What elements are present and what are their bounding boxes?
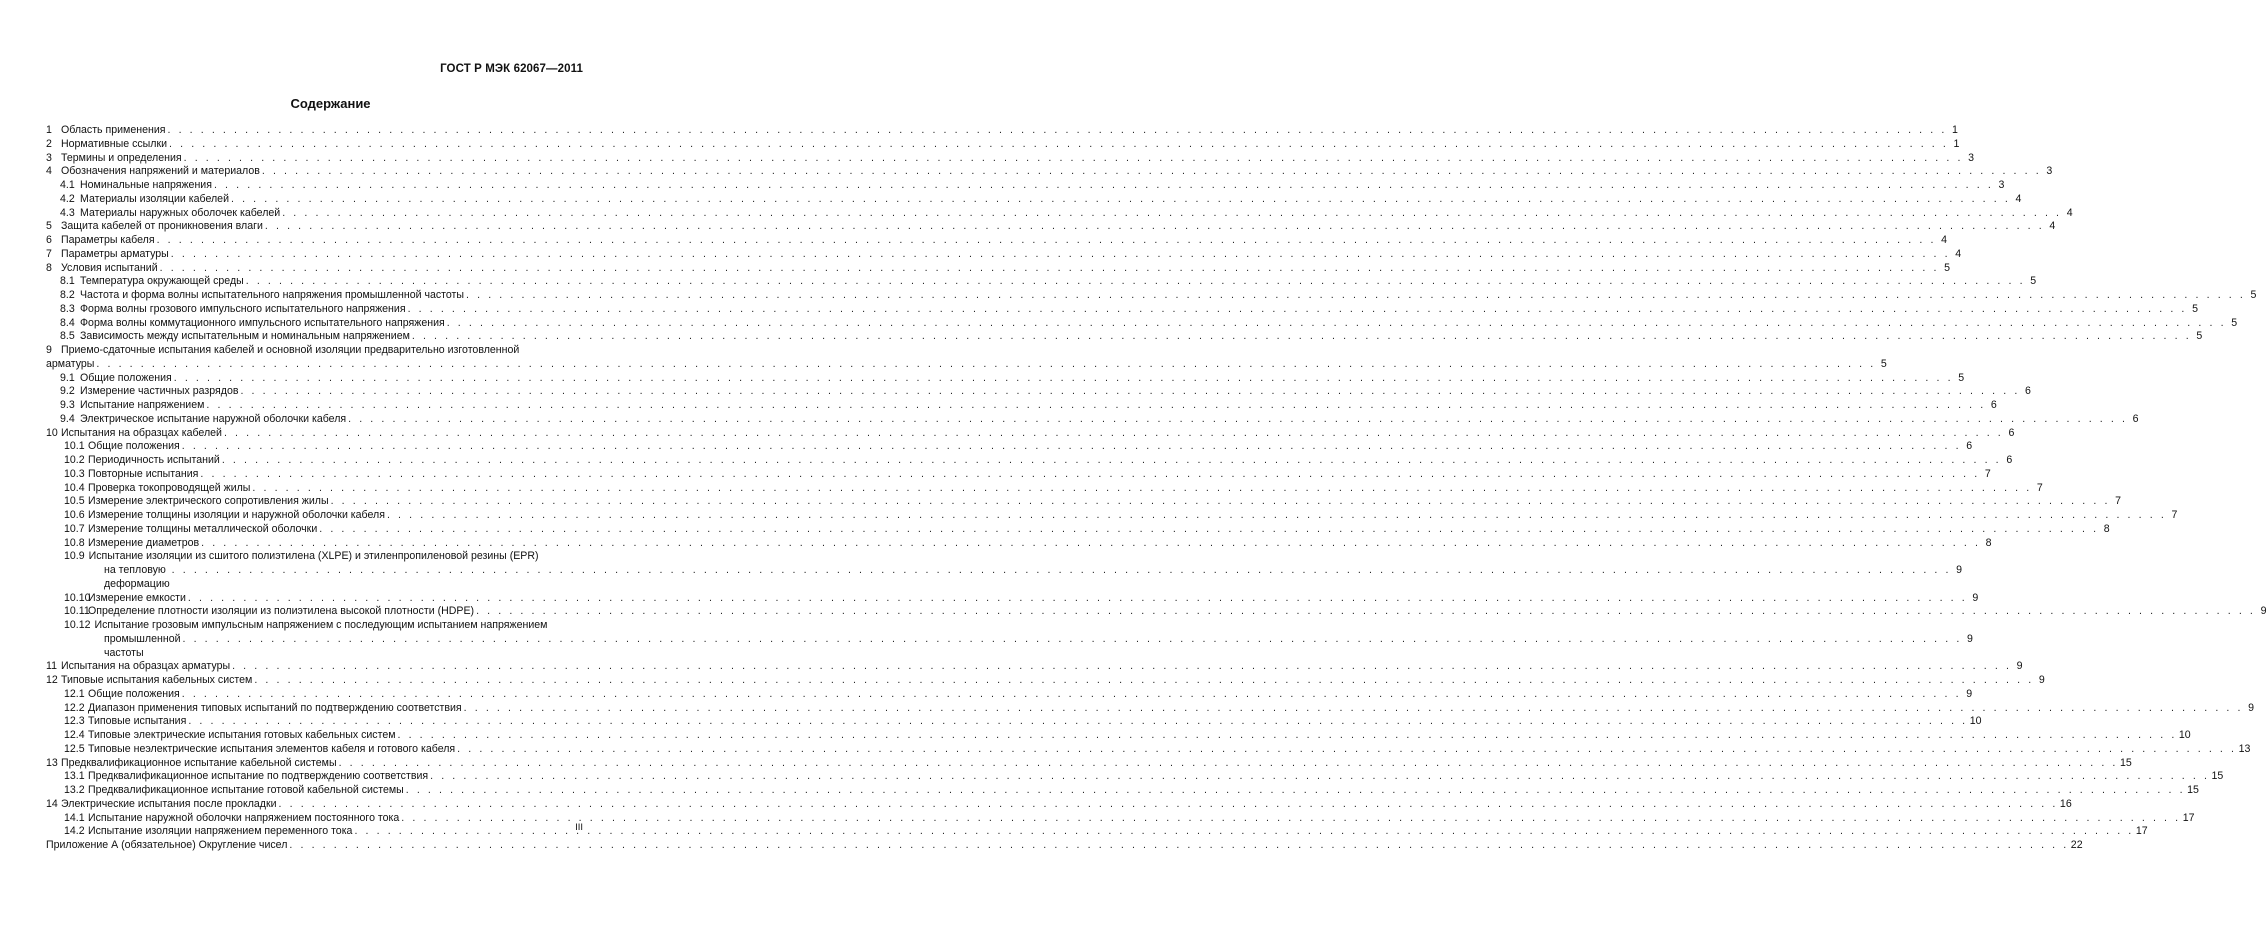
dot-leader (231, 193, 2010, 207)
toc-entry-number: 9.1 (60, 371, 75, 384)
dot-leader (240, 385, 2019, 399)
dot-leader (401, 812, 2180, 826)
toc-entry-number: 6 (46, 234, 52, 246)
toc-entry-number: 4.3 (60, 206, 75, 219)
toc-entry-text: Диапазон применения типовых испытаний по подтверждению соответствия (88, 701, 462, 714)
dot-leader (466, 289, 2245, 303)
toc-entry-number: 12.3 (64, 715, 85, 728)
dot-leader (183, 633, 1962, 647)
toc-entry-text: Зависимость между испытательным и номинальным напряжением (80, 330, 410, 343)
dot-leader (172, 564, 1951, 578)
toc-entry-page: 9 (1967, 632, 1973, 645)
toc-entry-line (46, 344, 583, 358)
toc-entry-page: 9 (2038, 674, 2045, 686)
toc-entry-text: Параметры кабеля (61, 234, 155, 246)
toc-entry-text: Испытание грозовым импульсным напряжением с последующим испытанием напряжением (94, 619, 548, 631)
toc-entry[interactable] (46, 687, 1973, 702)
toc-entry[interactable] (46, 137, 1960, 152)
toc-entry-number: 14.2 (64, 825, 85, 838)
toc-entry-text: Температура окружающей среды (80, 275, 244, 288)
toc-entry-number: 11 (46, 660, 57, 673)
toc-entry-page: 3 (1968, 151, 1975, 164)
dot-leader (200, 468, 1979, 482)
dot-leader (206, 399, 1985, 413)
toc-entry[interactable] (46, 206, 2073, 221)
toc-entry-text: Нормативные ссылки (61, 137, 168, 150)
toc-entry-page: 6 (1966, 440, 1973, 453)
toc-entry-number: 10.11 (64, 605, 90, 618)
toc-entry-page: 6 (2008, 426, 2015, 439)
toc-entry-page: 7 (2036, 481, 2043, 494)
toc-entry-number: 8.1 (60, 275, 75, 288)
toc-entry-text: Испытание напряжением (80, 399, 205, 411)
toc-entry-text-continued: на тепловую деформацию (104, 564, 170, 590)
toc-entry-page: 5 (1944, 261, 1951, 274)
toc-entry-number: 9.3 (60, 399, 75, 411)
toc-entry-text: Измерение толщины изоляции и наружной оболочки кабеля (88, 509, 385, 521)
toc-entry-line (64, 550, 583, 564)
toc-entry-text: Общие положения (80, 371, 172, 384)
toc-entry-text: Периодичность испытаний (88, 454, 220, 466)
toc-entry-text: Испытание наружной оболочки напряжением постоянного тока (88, 811, 400, 824)
toc-entry-number: 10.8 (64, 536, 85, 549)
toc-entry-number: 1 (46, 124, 52, 136)
toc-entry-text: Условия испытаний (61, 261, 158, 274)
dot-leader (430, 770, 2209, 784)
toc-entry-text: Испытание изоляции из сшитого полиэтилена (XLPE) и этиленпропиленовой резины (EPR) (88, 550, 539, 563)
toc-entry-text-continued: арматуры (46, 357, 95, 370)
toc-entry[interactable] (46, 811, 2195, 826)
toc-entry-number: 10.1 (64, 440, 85, 453)
toc-entry-text: Форма волны грозового импульсного испытательного напряжения (80, 302, 406, 315)
toc-entry-page: 1 (1951, 124, 1958, 136)
toc-entry-page: 6 (2024, 385, 2031, 398)
dot-leader (412, 330, 2191, 344)
toc-entry-line (46, 357, 1887, 372)
toc-entry-number: 10.9 (64, 550, 85, 563)
dot-leader (174, 372, 1953, 386)
toc-entry-text: Параметры арматуры (61, 247, 169, 260)
dot-leader (167, 124, 1946, 138)
toc-entry-text: Испытания на образцах кабелей (61, 426, 222, 439)
toc-entry-text: Приложение А (обязательное) Округление чисел (46, 839, 288, 851)
dot-leader (354, 825, 2133, 839)
dot-leader (447, 317, 2226, 331)
toc-entry[interactable] (46, 426, 2015, 441)
toc-entry-number: 8.5 (60, 330, 75, 343)
toc-entry-text: Измерение частичных разрядов (80, 385, 239, 398)
toc-entry-number: 10.6 (64, 509, 85, 521)
toc-entry[interactable] (46, 330, 2203, 344)
dot-leader (457, 743, 2236, 757)
toc-entry-text: Измерение диаметров (88, 536, 200, 549)
toc-entry-number: 14 (46, 797, 58, 810)
toc-entry[interactable] (46, 454, 2013, 468)
toc-entry-page: 5 (2192, 302, 2198, 315)
toc-entry-page: 4 (2015, 192, 2022, 205)
toc-entry[interactable] (46, 192, 2022, 207)
toc-entry-text: Общие положения (88, 440, 180, 453)
toc-entry[interactable] (46, 797, 2072, 812)
toc-entry[interactable] (46, 509, 2178, 523)
dot-leader (222, 454, 2001, 468)
toc-entry-number: 12.1 (64, 687, 85, 700)
dot-leader (188, 715, 1967, 729)
toc-entry[interactable] (46, 742, 2251, 757)
toc-entry-page: 8 (2103, 522, 2110, 535)
toc-entry[interactable] (46, 275, 2037, 289)
toc-entry-text: Предквалификационное испытание по подтверждению соответствия (88, 770, 429, 783)
toc-entry-number: 10 (46, 426, 58, 439)
toc-entry-number: 10.3 (64, 467, 85, 480)
toc-entry-number: 8 (46, 261, 52, 274)
toc-entry-text: Термины и определения (61, 151, 182, 164)
toc-entry-page: 1 (1953, 137, 1960, 150)
toc-entry-text-continued: промышленной частоты (104, 632, 181, 659)
toc-entry-number: 10.4 (64, 481, 85, 494)
page-number: III (575, 822, 583, 833)
toc-entry-line (64, 632, 1973, 661)
dot-leader (182, 440, 1961, 454)
toc-entry[interactable] (46, 344, 1887, 372)
toc-entry[interactable] (46, 316, 2238, 331)
toc-entry-number: 8.3 (60, 302, 75, 315)
toc-entry-page: 5 (1958, 371, 1965, 384)
toc-entry[interactable] (46, 784, 2199, 798)
toc-entry-number: 9.2 (60, 385, 75, 398)
toc-entry-number: 10.10 (64, 591, 91, 604)
toc-entry[interactable] (46, 839, 2083, 853)
toc-entry-text: Частота и форма волны испытательного напряжения промышленной частоты (80, 289, 465, 301)
toc-entry-line (64, 564, 1963, 592)
toc-entry[interactable] (46, 302, 2198, 317)
toc-entry-text: Испытания на образцах арматуры (61, 660, 231, 673)
dot-leader (157, 234, 1936, 248)
toc-entry-page: 4 (1941, 234, 1947, 246)
toc-entry[interactable] (46, 674, 2045, 688)
toc-entry-number: 9 (46, 344, 52, 356)
toc-entry-line (64, 619, 583, 633)
toc-entry-page: 13 (2238, 742, 2251, 755)
toc-entry[interactable] (46, 550, 1963, 591)
dot-leader (182, 688, 1961, 702)
toc-entry-number: 3 (46, 151, 52, 164)
toc-entry-page: 9 (1956, 564, 1963, 576)
toc-entry[interactable] (46, 151, 1975, 166)
toc-entry[interactable] (46, 371, 1965, 386)
dot-leader (476, 605, 2255, 619)
toc-entry-page: 17 (2135, 825, 2148, 838)
toc-entry[interactable] (46, 522, 2110, 537)
toc-entry[interactable] (46, 399, 1997, 413)
toc-entry[interactable] (46, 165, 2053, 179)
toc-entry-page: 9 (1972, 591, 1979, 604)
toc-entry-number: 4.1 (60, 179, 75, 191)
toc-entry-number: 5 (46, 220, 52, 233)
dot-leader (188, 592, 1967, 606)
toc-entry-page: 7 (2115, 495, 2121, 508)
dot-leader (184, 152, 1963, 166)
toc-entry-number: 13.1 (64, 770, 85, 783)
toc-entry[interactable] (46, 220, 2056, 234)
toc-entry-page: 4 (2049, 220, 2056, 233)
toc-entry-page: 5 (1880, 357, 1887, 370)
toc-entry[interactable] (46, 660, 2023, 674)
dot-leader (96, 358, 1875, 372)
toc-entry[interactable] (46, 536, 1992, 551)
toc-entry-page: 15 (2187, 784, 2199, 796)
toc-entry-number: 10.5 (64, 495, 85, 508)
toc-entry-page: 5 (2030, 275, 2037, 288)
dot-leader (265, 220, 2044, 234)
dot-leader (289, 839, 2068, 853)
dot-leader (254, 674, 2033, 688)
toc-entry[interactable] (46, 179, 2005, 193)
toc-entry[interactable] (46, 701, 2255, 716)
toc-entry-text: Предквалификационное испытание готовой кабельной системы (88, 784, 404, 796)
toc-entry-page: 9 (1966, 687, 1973, 700)
toc-entry-text: Предквалификационное испытание кабельной системы (61, 756, 337, 769)
toc-entry-number: 4.2 (60, 192, 75, 205)
toc-entry[interactable] (46, 495, 2121, 509)
toc-entry[interactable] (46, 756, 2132, 771)
toc-entry-text: Электрическое испытание наружной оболочки кабеля (80, 412, 347, 425)
toc-entry-page: 3 (1998, 179, 2005, 191)
toc-entry-page: 17 (2182, 811, 2195, 824)
dot-leader (171, 248, 1950, 262)
toc-entry-number: 12.4 (64, 729, 85, 741)
toc-entry-text: Общие положения (88, 687, 180, 700)
document-code: ГОСТ Р МЭК 62067—2011 (440, 63, 583, 75)
toc-entry-text: Защита кабелей от проникновения влаги (61, 220, 263, 233)
toc-entry[interactable] (46, 247, 1962, 262)
toc-entry-text: Материалы наружных оболочек кабелей (80, 206, 281, 219)
toc-entry-text: Область применения (61, 124, 166, 136)
toc-entry-page: 9 (2248, 701, 2255, 714)
toc-entry-text: Материалы изоляции кабелей (80, 192, 229, 205)
dot-leader (262, 165, 2041, 179)
toc-entry-page: 15 (2119, 756, 2132, 769)
toc-entry[interactable] (46, 385, 2031, 399)
toc-entry-number: 10.7 (64, 522, 85, 535)
toc-entry-number: 13.2 (64, 784, 85, 796)
dot-leader (339, 757, 2118, 771)
toc-entry[interactable] (46, 289, 2257, 303)
dot-leader (214, 179, 1993, 193)
toc-entry-page: 4 (1955, 247, 1962, 260)
toc-entry-number: 9.4 (60, 412, 75, 425)
toc-entry-page: 7 (2171, 509, 2178, 521)
dot-leader (319, 523, 2098, 537)
toc-entry[interactable] (46, 825, 2148, 839)
toc-entry-text: Номинальные напряжения (80, 179, 212, 191)
toc-entry-page: 3 (2046, 165, 2053, 178)
toc-entry-page: 10 (2178, 729, 2191, 741)
toc-entry-page: 10 (1969, 715, 1982, 728)
dot-leader (160, 262, 1939, 276)
toc-entry-page: 4 (2066, 206, 2073, 219)
toc-entry-page: 6 (2006, 454, 2013, 466)
toc-entry-text: Измерение электрического сопротивления жилы (88, 495, 329, 508)
toc-entry[interactable] (46, 124, 1958, 138)
dot-leader (246, 275, 2025, 289)
toc-entry-number: 7 (46, 247, 52, 260)
toc-entry-number: 2 (46, 137, 52, 150)
table-of-contents (46, 124, 2266, 853)
toc-entry-text: Повторные испытания (88, 467, 199, 480)
dot-leader (279, 798, 2058, 812)
toc-entry-text: Испытание изоляции напряжением переменного тока (88, 825, 353, 838)
toc-entry[interactable] (46, 591, 1979, 606)
toc-entry-number: 10.12 (64, 619, 91, 631)
toc-entry-page: 15 (2211, 770, 2224, 783)
toc-entry-page: 6 (2132, 412, 2139, 425)
toc-entry-page: 9 (2016, 660, 2023, 673)
toc-entry-number: 12.2 (64, 701, 85, 714)
dot-leader (201, 537, 1980, 551)
toc-entry-text: Измерение толщины металлической оболочки (88, 522, 318, 535)
toc-entry-page: 5 (2250, 289, 2257, 301)
toc-entry-number: 10.2 (64, 454, 85, 466)
toc-entry-page: 9 (2260, 605, 2266, 618)
toc-entry-text: Типовые испытания (88, 715, 187, 728)
toc-entry-page: 5 (2231, 316, 2238, 329)
dot-leader (348, 413, 2127, 427)
toc-entry-text: Типовые испытания кабельных систем (61, 674, 253, 686)
toc-entry-number: 13 (46, 756, 58, 769)
toc-entry-text: Типовые неэлектрические испытания элементов кабеля и готового кабеля (88, 742, 456, 755)
dot-leader (406, 784, 2185, 798)
toc-entry-text: Проверка токопроводящей жилы (88, 481, 251, 494)
dot-leader (252, 482, 2031, 496)
toc-entry[interactable] (46, 605, 2266, 619)
toc-entry-number: 12 (46, 674, 58, 686)
dot-leader (464, 702, 2243, 716)
dot-leader (169, 138, 1948, 152)
toc-entry[interactable] (46, 770, 2224, 784)
toc-entry-text: Приемо-сдаточные испытания кабелей и основной изоляции предварительно изготовленной (61, 344, 520, 356)
toc-title: Содержание (290, 96, 371, 111)
toc-entry-number: 8.4 (60, 316, 75, 329)
dot-leader (224, 427, 2003, 441)
toc-entry-page: 7 (1984, 467, 1991, 480)
toc-entry-number: 12.5 (64, 742, 85, 755)
dot-leader (331, 495, 2110, 509)
toc-entry[interactable] (46, 619, 1973, 660)
dot-leader (408, 303, 2187, 317)
toc-entry-text: Электрические испытания после прокладки (61, 797, 277, 810)
toc-entry-text: Определение плотности изоляции из полиэтилена высокой плотности (HDPE) (88, 605, 475, 618)
dot-leader (398, 729, 2177, 743)
toc-entry[interactable] (46, 729, 2191, 743)
toc-entry[interactable] (46, 440, 1973, 454)
toc-entry[interactable] (46, 412, 2139, 427)
toc-entry[interactable] (46, 715, 1982, 729)
dot-leader (282, 207, 2061, 221)
toc-entry[interactable] (46, 467, 1991, 482)
toc-entry-text: Обозначения напряжений и материалов (61, 165, 260, 178)
toc-entry-number: 14.1 (64, 811, 85, 824)
toc-entry-number: 8.2 (60, 289, 75, 301)
toc-entry[interactable] (46, 481, 2043, 496)
dot-leader (387, 509, 2166, 523)
toc-entry-text: Форма волны коммутационного импульсного испытательного напряжения (80, 316, 445, 329)
toc-entry[interactable] (46, 234, 1947, 248)
toc-entry-page: 16 (2059, 797, 2072, 810)
toc-entry[interactable] (46, 261, 1951, 276)
toc-entry-text: Измерение емкости (88, 591, 186, 604)
toc-entry-number: 4 (46, 165, 52, 178)
toc-entry-page: 5 (2196, 330, 2203, 343)
toc-entry-text: Типовые электрические испытания готовых кабельных систем (88, 729, 396, 741)
toc-entry-page: 22 (2070, 839, 2083, 851)
toc-entry-page: 8 (1985, 536, 1992, 549)
dot-leader (232, 660, 2011, 674)
toc-entry-page: 6 (1990, 399, 1997, 411)
